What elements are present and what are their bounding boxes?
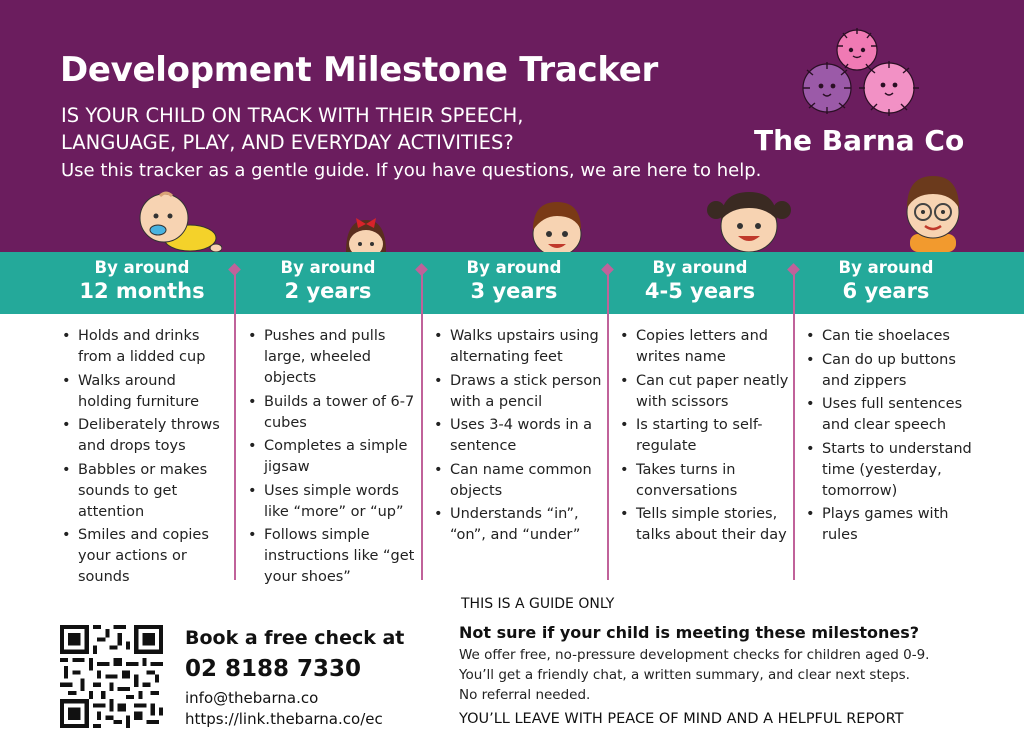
boy-smiling-illustration (524, 200, 590, 252)
milestone-item: • Plays games with rules (806, 504, 978, 546)
column-divider (234, 270, 236, 580)
boy-glasses-illustration (896, 172, 970, 252)
column-heading-age: 4-5 years (644, 279, 756, 303)
milestone-item: • Walks around holding furniture (62, 371, 227, 413)
milestone-list-6-years (806, 326, 978, 549)
milestone-item: • Takes turns in conversations (620, 460, 792, 502)
column-heading-12-months (49, 257, 235, 305)
milestone-item: • Draws a stick person with a pencil (434, 371, 606, 413)
booking-url-link[interactable]: https://link.thebarna.co/ec (185, 710, 383, 728)
qr-code-icon[interactable] (60, 625, 163, 728)
milestone-item: • Can cut paper neatly with scissors (620, 371, 792, 413)
milestone-list-12-months (62, 326, 227, 591)
column-heading-6-years (793, 257, 979, 305)
brand-name: The Barna Co (754, 124, 965, 157)
column-heading-age: 2 years (284, 279, 372, 303)
milestone-question: Not sure if your child is meeting these milestones? (459, 623, 920, 642)
milestone-list-2-years (248, 326, 420, 591)
column-heading-age: 3 years (470, 279, 558, 303)
column-divider (793, 270, 795, 580)
milestone-item: • Starts to understand time (yesterday, tomorrow) (806, 439, 978, 502)
column-heading-age: 6 years (842, 279, 930, 303)
column-heading-2-years (235, 257, 421, 305)
baby-crawling-illustration (132, 188, 222, 254)
peace-of-mind-tagline: YOU’LL LEAVE WITH PEACE OF MIND AND A HELPFUL REPORT (459, 711, 904, 727)
page-subtitle: IS YOUR CHILD ON TRACK WITH THEIR SPEECH, LANGUAGE, PLAY, AND EVERYDAY ACTIVITIES? (61, 104, 524, 154)
column-heading-prefix: By around (466, 258, 562, 277)
email-link[interactable]: info@thebarna.co (185, 689, 319, 707)
milestone-item: • Understands “in”, “on”, and “under” (434, 504, 606, 546)
milestone-item: • Is starting to self-regulate (620, 415, 792, 457)
milestone-item: • Completes a simple jigsaw (248, 436, 420, 478)
offer-line: We offer free, no-pressure development checks for children aged 0-9. (459, 647, 930, 663)
milestone-item: • Walks upstairs using alternating feet (434, 326, 606, 368)
milestone-item: • Babbles or makes sounds to get attention (62, 460, 227, 523)
page-title: Development Milestone Tracker (60, 50, 658, 90)
column-heading-prefix: By around (94, 258, 190, 277)
milestone-item: • Deliberately throws and drops toys (62, 415, 227, 457)
sea-urchin-mascots-logo (795, 28, 930, 123)
milestone-list-3-years (434, 326, 606, 549)
milestone-item: • Holds and drinks from a lidded cup (62, 326, 227, 368)
milestone-item: • Can do up buttons and zippers (806, 350, 978, 392)
milestone-item: • Uses simple words like “more” or “up” (248, 481, 420, 523)
milestone-item: • Can tie shoelaces (806, 326, 978, 347)
milestone-item: • Pushes and pulls large, wheeled objects (248, 326, 420, 389)
milestone-item: • Uses full sentences and clear speech (806, 394, 978, 436)
offer-text (459, 645, 979, 705)
milestone-item: • Follows simple instructions like “get your shoes” (248, 525, 420, 588)
milestone-item: • Builds a tower of 6-7 cubes (248, 392, 420, 434)
column-heading-prefix: By around (652, 258, 748, 277)
milestone-list-4-5-years (620, 326, 792, 549)
milestone-item: • Smiles and copies your actions or sounds (62, 525, 227, 588)
book-check-label: Book a free check at (185, 627, 405, 649)
milestone-item: • Copies letters and writes name (620, 326, 792, 368)
phone-number[interactable]: 02 8188 7330 (185, 656, 362, 682)
offer-line: You’ll get a friendly chat, a written summary, and clear next steps. (459, 667, 910, 683)
milestone-item: • Can name common objects (434, 460, 606, 502)
column-divider (607, 270, 609, 580)
column-divider (421, 270, 423, 580)
column-heading-4-5-years (607, 257, 793, 305)
milestone-item: • Tells simple stories, talks about their day (620, 504, 792, 546)
toddler-girl-bow-illustration (338, 212, 394, 252)
guide-disclaimer: THIS IS A GUIDE ONLY (461, 596, 615, 612)
column-heading-age: 12 months (79, 279, 205, 303)
intro-text: Use this tracker as a gentle guide. If you have questions, we are here to help. (61, 160, 762, 181)
offer-line: No referral needed. (459, 687, 591, 703)
column-heading-prefix: By around (280, 258, 376, 277)
column-heading-3-years (421, 257, 607, 305)
column-heading-prefix: By around (838, 258, 934, 277)
girl-pigtails-illustration (706, 188, 792, 252)
milestone-item: • Uses 3-4 words in a sentence (434, 415, 606, 457)
